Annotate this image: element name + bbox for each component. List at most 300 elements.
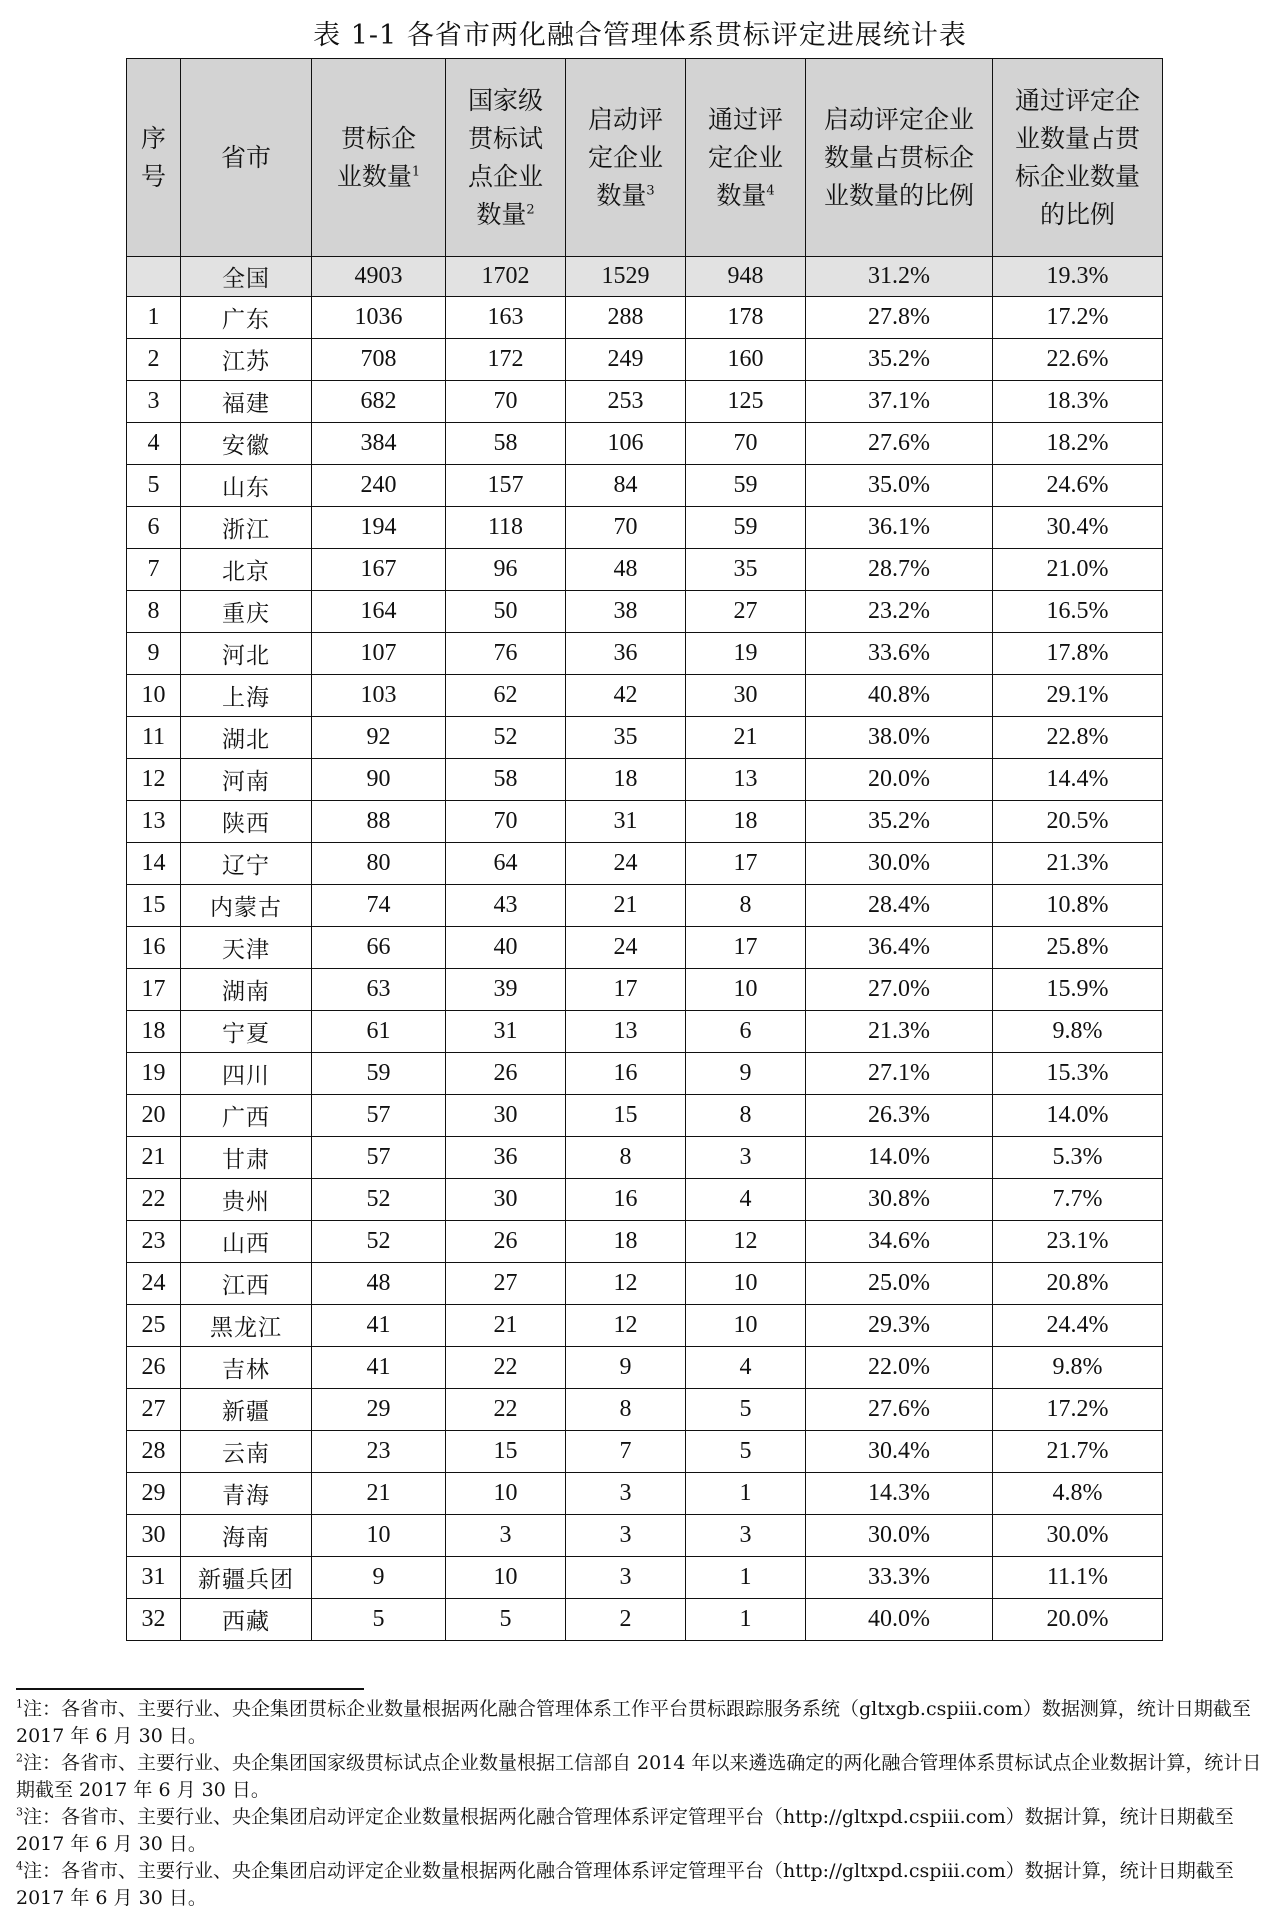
table-row [127,1263,1163,1305]
table-row [127,1305,1163,1347]
cell-seq: 30 [127,1515,181,1557]
cell-c5: 27.6% [806,423,993,465]
cell-province: 上海 [181,675,312,717]
cell-c5: 37.1% [806,381,993,423]
cell-c1: 57 [312,1095,446,1137]
cell-c5: 28.7% [806,549,993,591]
cell-province: 陕西 [181,801,312,843]
cell-c2: 26 [446,1221,566,1263]
cell-c4: 160 [686,339,806,381]
cell-c3: 84 [566,465,686,507]
header-col3: 启动评定企业数量$^3$ [566,59,686,257]
cell-c4: 12 [686,1221,806,1263]
cell-c4: 59 [686,507,806,549]
cell-c1: 9 [312,1557,446,1599]
footnotes [16,1696,1264,1912]
cell-province: 吉林 [181,1347,312,1389]
cell-c4: 1 [686,1473,806,1515]
cell-province: 湖南 [181,969,312,1011]
footnote-3: $^3$注：各省市、主要行业、央企集团启动评定企业数量根据两化融合管理体系评定管理平台（http://gltxpd.cspiii.com）数据计算，统计日期截至 2017 年 6 月 30 日。 [16,1805,1234,1855]
total-c4: 948 [686,257,806,297]
cell-province: 黑龙江 [181,1305,312,1347]
cell-c4: 18 [686,801,806,843]
cell-province: 河北 [181,633,312,675]
cell-c2: 43 [446,885,566,927]
cell-c5: 34.6% [806,1221,993,1263]
cell-c6: 15.9% [993,969,1163,1011]
cell-province: 海南 [181,1515,312,1557]
table-row [127,549,1163,591]
table-row [127,843,1163,885]
cell-c3: 24 [566,843,686,885]
cell-c3: 249 [566,339,686,381]
footnote-1: $^1$注：各省市、主要行业、央企集团贯标企业数量根据两化融合管理体系工作平台贯标跟踪服务系统（gltxgb.cspiii.com）数据测算，统计日期截至 2017 年 6 月 30 日。 [16,1697,1251,1747]
cell-c1: 103 [312,675,446,717]
cell-c4: 4 [686,1347,806,1389]
cell-c6: 21.3% [993,843,1163,885]
cell-province: 广西 [181,1095,312,1137]
total-seq [127,257,181,297]
cell-c3: 3 [566,1557,686,1599]
cell-c2: 70 [446,801,566,843]
cell-c1: 5 [312,1599,446,1641]
cell-c2: 10 [446,1557,566,1599]
cell-province: 安徽 [181,423,312,465]
cell-c1: 240 [312,465,446,507]
cell-c5: 26.3% [806,1095,993,1137]
cell-c6: 17.2% [993,1389,1163,1431]
cell-c6: 10.8% [993,885,1163,927]
cell-c6: 16.5% [993,591,1163,633]
cell-c5: 36.4% [806,927,993,969]
cell-c2: 39 [446,969,566,1011]
cell-c2: 3 [446,1515,566,1557]
cell-c6: 24.4% [993,1305,1163,1347]
table-row [127,1515,1163,1557]
cell-c5: 36.1% [806,507,993,549]
cell-c1: 164 [312,591,446,633]
cell-c2: 163 [446,297,566,339]
cell-c3: 7 [566,1431,686,1473]
header-col6: 通过评定企业数量占贯标企业数量的比例 [993,59,1163,257]
cell-c5: 35.2% [806,801,993,843]
cell-c3: 16 [566,1053,686,1095]
cell-c2: 22 [446,1389,566,1431]
table-row [127,1599,1163,1641]
footnote-2: $^2$注：各省市、主要行业、央企集团国家级贯标试点企业数量根据工信部自 2014 年以来遴选确定的两化融合管理体系贯标试点企业数据计算，统计日期截至 2017 年 6 月 30 日。 [16,1751,1262,1801]
cell-c1: 107 [312,633,446,675]
cell-c1: 52 [312,1221,446,1263]
table-row [127,717,1163,759]
cell-c3: 106 [566,423,686,465]
cell-c4: 17 [686,843,806,885]
cell-province: 西藏 [181,1599,312,1641]
cell-c3: 18 [566,1221,686,1263]
cell-c3: 70 [566,507,686,549]
cell-seq: 19 [127,1053,181,1095]
cell-c1: 48 [312,1263,446,1305]
cell-c5: 25.0% [806,1263,993,1305]
cell-c4: 21 [686,717,806,759]
total-c1: 4903 [312,257,446,297]
cell-c1: 92 [312,717,446,759]
cell-c3: 42 [566,675,686,717]
cell-c2: 58 [446,423,566,465]
cell-province: 新疆 [181,1389,312,1431]
cell-seq: 32 [127,1599,181,1641]
footnote-4: $^4$注：各省市、主要行业、央企集团启动评定企业数量根据两化融合管理体系评定管理平台（http://gltxpd.cspiii.com）数据计算，统计日期截至 2017 年 6 月 30 日。 [16,1859,1234,1909]
cell-c4: 30 [686,675,806,717]
cell-c4: 4 [686,1179,806,1221]
table-row [127,759,1163,801]
cell-c5: 33.3% [806,1557,993,1599]
table-title: 表 1-1 各省市两化融合管理体系贯标评定进展统计表 [313,20,967,51]
cell-c4: 10 [686,1305,806,1347]
cell-c6: 22.8% [993,717,1163,759]
cell-c4: 6 [686,1011,806,1053]
cell-c1: 41 [312,1305,446,1347]
cell-c4: 9 [686,1053,806,1095]
cell-c2: 5 [446,1599,566,1641]
cell-c4: 3 [686,1137,806,1179]
cell-c3: 17 [566,969,686,1011]
cell-c2: 64 [446,843,566,885]
table-row [127,801,1163,843]
cell-c6: 20.5% [993,801,1163,843]
cell-c2: 40 [446,927,566,969]
cell-c1: 23 [312,1431,446,1473]
total-c2: 1702 [446,257,566,297]
cell-province: 北京 [181,549,312,591]
cell-c5: 21.3% [806,1011,993,1053]
cell-seq: 29 [127,1473,181,1515]
cell-c5: 40.0% [806,1599,993,1641]
cell-c3: 24 [566,927,686,969]
cell-c1: 80 [312,843,446,885]
cell-c2: 52 [446,717,566,759]
cell-c6: 21.7% [993,1431,1163,1473]
cell-c6: 22.6% [993,339,1163,381]
cell-c5: 30.4% [806,1431,993,1473]
table-row [127,675,1163,717]
cell-c6: 7.7% [993,1179,1163,1221]
cell-c1: 90 [312,759,446,801]
cell-c5: 29.3% [806,1305,993,1347]
cell-c4: 8 [686,885,806,927]
cell-c6: 29.1% [993,675,1163,717]
cell-c4: 10 [686,1263,806,1305]
cell-c3: 3 [566,1515,686,1557]
total-c5: 31.2% [806,257,993,297]
cell-c5: 28.4% [806,885,993,927]
header-col1: 贯标企业数量$^1$ [312,59,446,257]
cell-province: 新疆兵团 [181,1557,312,1599]
cell-c2: 22 [446,1347,566,1389]
total-row [127,257,1163,297]
cell-c2: 76 [446,633,566,675]
cell-c1: 194 [312,507,446,549]
cell-c3: 48 [566,549,686,591]
header-col4: 通过评定企业数量$^4$ [686,59,806,257]
cell-seq: 18 [127,1011,181,1053]
cell-province: 重庆 [181,591,312,633]
cell-seq: 1 [127,297,181,339]
statistics-table [126,58,1163,1641]
cell-c3: 16 [566,1179,686,1221]
cell-province: 山西 [181,1221,312,1263]
cell-c3: 12 [566,1305,686,1347]
cell-c6: 5.3% [993,1137,1163,1179]
cell-c1: 74 [312,885,446,927]
cell-seq: 3 [127,381,181,423]
cell-c6: 17.2% [993,297,1163,339]
cell-c2: 30 [446,1095,566,1137]
cell-c6: 30.0% [993,1515,1163,1557]
cell-seq: 28 [127,1431,181,1473]
cell-seq: 16 [127,927,181,969]
table-row [127,1389,1163,1431]
cell-seq: 31 [127,1557,181,1599]
cell-c1: 29 [312,1389,446,1431]
cell-c1: 52 [312,1179,446,1221]
cell-c2: 50 [446,591,566,633]
cell-c1: 41 [312,1347,446,1389]
cell-c5: 23.2% [806,591,993,633]
cell-c2: 31 [446,1011,566,1053]
cell-c4: 125 [686,381,806,423]
cell-c6: 14.4% [993,759,1163,801]
cell-c5: 20.0% [806,759,993,801]
cell-c4: 17 [686,927,806,969]
table-row [127,297,1163,339]
cell-c5: 38.0% [806,717,993,759]
total-c6: 19.3% [993,257,1163,297]
cell-seq: 23 [127,1221,181,1263]
cell-province: 江苏 [181,339,312,381]
cell-c4: 5 [686,1389,806,1431]
cell-c3: 12 [566,1263,686,1305]
cell-province: 内蒙古 [181,885,312,927]
header-col2: 国家级贯标试点企业数量$^2$ [446,59,566,257]
cell-c6: 9.8% [993,1011,1163,1053]
cell-c1: 1036 [312,297,446,339]
cell-c6: 17.8% [993,633,1163,675]
cell-seq: 4 [127,423,181,465]
cell-province: 青海 [181,1473,312,1515]
cell-c6: 30.4% [993,507,1163,549]
cell-c5: 14.3% [806,1473,993,1515]
cell-seq: 24 [127,1263,181,1305]
cell-province: 天津 [181,927,312,969]
table-row [127,1053,1163,1095]
table-row [127,423,1163,465]
cell-seq: 13 [127,801,181,843]
table-row [127,927,1163,969]
table-row [127,507,1163,549]
cell-seq: 12 [127,759,181,801]
cell-c3: 13 [566,1011,686,1053]
cell-c1: 167 [312,549,446,591]
cell-province: 云南 [181,1431,312,1473]
cell-c5: 35.2% [806,339,993,381]
cell-c6: 23.1% [993,1221,1163,1263]
cell-c2: 62 [446,675,566,717]
cell-c5: 35.0% [806,465,993,507]
cell-c3: 15 [566,1095,686,1137]
cell-c4: 19 [686,633,806,675]
cell-c3: 2 [566,1599,686,1641]
cell-c3: 36 [566,633,686,675]
cell-c4: 1 [686,1557,806,1599]
cell-c6: 15.3% [993,1053,1163,1095]
cell-c6: 21.0% [993,549,1163,591]
cell-c6: 18.2% [993,423,1163,465]
cell-c5: 30.8% [806,1179,993,1221]
table-row [127,1011,1163,1053]
cell-province: 宁夏 [181,1011,312,1053]
cell-c3: 3 [566,1473,686,1515]
cell-c6: 4.8% [993,1473,1163,1515]
cell-c3: 8 [566,1389,686,1431]
cell-c6: 11.1% [993,1557,1163,1599]
header-seq: 序号 [127,59,181,257]
table-row [127,1473,1163,1515]
cell-c1: 682 [312,381,446,423]
cell-c4: 35 [686,549,806,591]
cell-c5: 30.0% [806,1515,993,1557]
cell-c6: 14.0% [993,1095,1163,1137]
cell-c3: 288 [566,297,686,339]
cell-province: 甘肃 [181,1137,312,1179]
table-row [127,465,1163,507]
cell-c3: 31 [566,801,686,843]
cell-seq: 2 [127,339,181,381]
cell-c2: 70 [446,381,566,423]
cell-c1: 10 [312,1515,446,1557]
cell-c1: 21 [312,1473,446,1515]
table-row [127,1347,1163,1389]
cell-c3: 8 [566,1137,686,1179]
table-row [127,1137,1163,1179]
cell-province: 福建 [181,381,312,423]
table-row [127,381,1163,423]
cell-c3: 38 [566,591,686,633]
cell-c6: 20.0% [993,1599,1163,1641]
cell-province: 四川 [181,1053,312,1095]
header-row [127,59,1163,257]
cell-c1: 57 [312,1137,446,1179]
cell-seq: 26 [127,1347,181,1389]
cell-seq: 22 [127,1179,181,1221]
cell-c2: 15 [446,1431,566,1473]
cell-c4: 178 [686,297,806,339]
cell-c4: 3 [686,1515,806,1557]
cell-c4: 27 [686,591,806,633]
cell-c2: 172 [446,339,566,381]
footnote-divider [16,1688,364,1690]
cell-c2: 118 [446,507,566,549]
cell-c1: 63 [312,969,446,1011]
table-row [127,1179,1163,1221]
cell-c6: 20.8% [993,1263,1163,1305]
cell-c3: 18 [566,759,686,801]
table-row [127,885,1163,927]
cell-province: 浙江 [181,507,312,549]
cell-seq: 5 [127,465,181,507]
cell-seq: 14 [127,843,181,885]
cell-province: 贵州 [181,1179,312,1221]
cell-province: 江西 [181,1263,312,1305]
cell-seq: 8 [127,591,181,633]
cell-c3: 21 [566,885,686,927]
cell-c5: 27.1% [806,1053,993,1095]
table-row [127,1557,1163,1599]
cell-c5: 30.0% [806,843,993,885]
cell-c2: 96 [446,549,566,591]
cell-c2: 58 [446,759,566,801]
cell-seq: 6 [127,507,181,549]
cell-seq: 21 [127,1137,181,1179]
cell-seq: 17 [127,969,181,1011]
cell-province: 辽宁 [181,843,312,885]
cell-c1: 61 [312,1011,446,1053]
cell-c6: 18.3% [993,381,1163,423]
cell-c2: 10 [446,1473,566,1515]
cell-c1: 66 [312,927,446,969]
cell-c4: 59 [686,465,806,507]
cell-seq: 9 [127,633,181,675]
cell-c5: 27.0% [806,969,993,1011]
cell-seq: 27 [127,1389,181,1431]
cell-c4: 8 [686,1095,806,1137]
cell-c2: 157 [446,465,566,507]
cell-c2: 36 [446,1137,566,1179]
cell-c4: 10 [686,969,806,1011]
table-row [127,339,1163,381]
table-row [127,969,1163,1011]
cell-c4: 1 [686,1599,806,1641]
table-row [127,1221,1163,1263]
cell-c5: 22.0% [806,1347,993,1389]
cell-c2: 27 [446,1263,566,1305]
cell-c3: 253 [566,381,686,423]
cell-c4: 13 [686,759,806,801]
cell-c2: 26 [446,1053,566,1095]
cell-c1: 384 [312,423,446,465]
header-province: 省市 [181,59,312,257]
cell-c3: 9 [566,1347,686,1389]
table-row [127,1431,1163,1473]
cell-c4: 5 [686,1431,806,1473]
cell-seq: 20 [127,1095,181,1137]
cell-c1: 88 [312,801,446,843]
cell-province: 山东 [181,465,312,507]
cell-seq: 15 [127,885,181,927]
cell-c5: 27.6% [806,1389,993,1431]
table-row [127,1095,1163,1137]
cell-c4: 70 [686,423,806,465]
cell-c6: 25.8% [993,927,1163,969]
table-row [127,591,1163,633]
cell-c1: 59 [312,1053,446,1095]
cell-province: 广东 [181,297,312,339]
cell-c5: 33.6% [806,633,993,675]
cell-seq: 25 [127,1305,181,1347]
cell-c5: 14.0% [806,1137,993,1179]
cell-c6: 9.8% [993,1347,1163,1389]
cell-c1: 708 [312,339,446,381]
cell-seq: 11 [127,717,181,759]
